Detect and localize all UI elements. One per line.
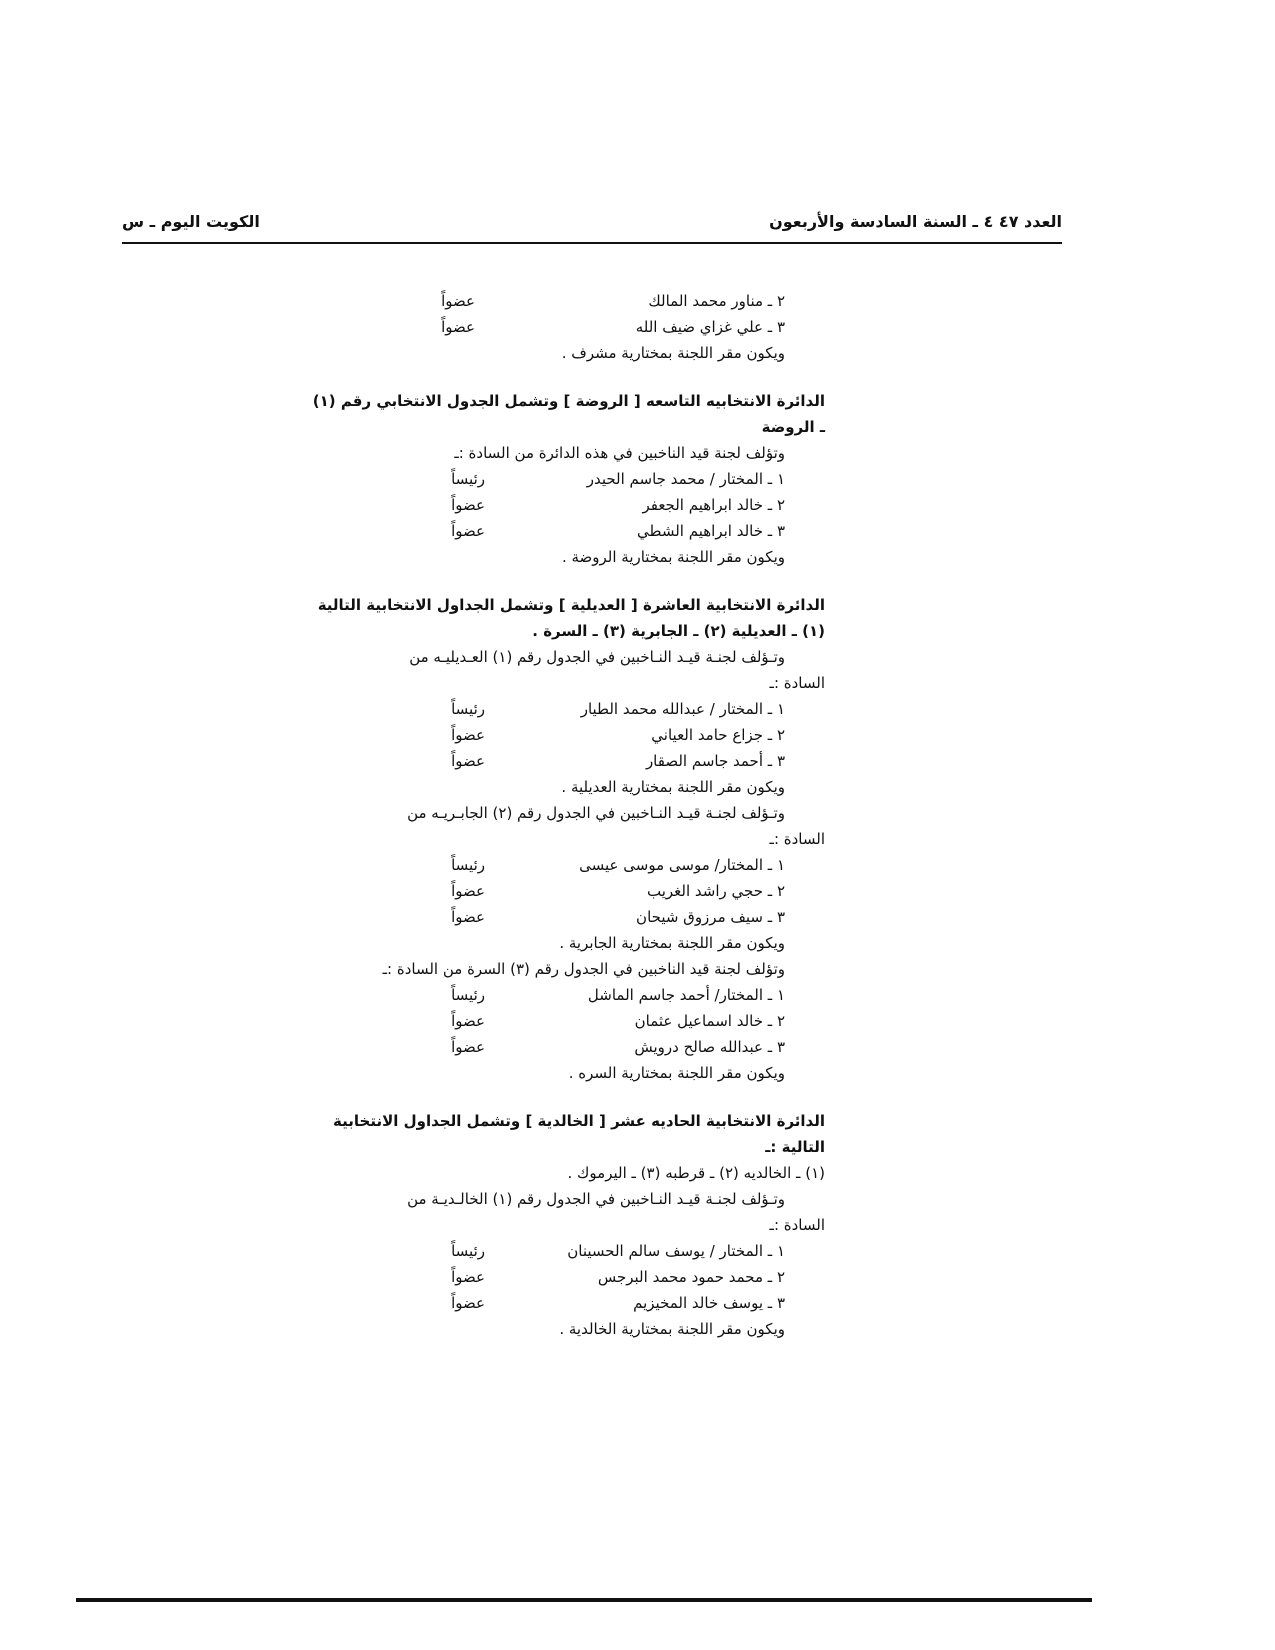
district-heading: الدائرة الانتخابية الحاديه عشر [ الخالدية ] وتشمل الجداول الانتخابية <box>333 1112 825 1130</box>
member-name: ٢ ـ حجي راشد الغريب <box>647 882 785 900</box>
member-row <box>345 852 825 878</box>
member-row <box>345 722 825 748</box>
member-name: ١ ـ المختار / يوسف سالم الحسينان <box>567 1242 785 1260</box>
member-row <box>345 696 825 722</box>
member-name: ٢ ـ خالد ابراهيم الجعفر <box>642 496 785 514</box>
member-name: ٣ ـ علي غزاي ضيف الله <box>635 318 785 336</box>
committee-seat: ويكون مقر اللجنة بمختارية السره . <box>568 1064 785 1082</box>
member-row <box>345 1264 825 1290</box>
member-role: عضواً <box>451 1038 485 1056</box>
running-header <box>122 212 1062 244</box>
committee-seat: ويكون مقر اللجنة بمختارية الجابرية . <box>559 934 785 952</box>
member-row <box>345 1008 825 1034</box>
member-role: عضواً <box>451 726 485 744</box>
member-role: عضواً <box>451 1012 485 1030</box>
issue-number: العدد ٤٧‏ ٤ ـ السنة السادسة والأربعون <box>769 212 1062 231</box>
committee-intro: وتـؤلف لجنـة قيـد النـاخبين في الجدول رقم (٢) الجابـريـه من <box>407 804 785 822</box>
member-role: عضواً <box>451 908 485 926</box>
member-name: ٣ ـ أحمد جاسم الصقار <box>645 752 785 770</box>
member-role: عضواً <box>441 292 475 310</box>
committee-intro: وتؤلف لجنة قيد الناخبين في الجدول رقم (٣) السرة من السادة :ـ <box>382 960 785 978</box>
member-row <box>345 288 825 314</box>
committee-intro-cont: السادة :ـ <box>769 1216 825 1234</box>
decree-body <box>312 288 825 1342</box>
member-role: رئيساً <box>451 470 485 488</box>
member-name: ٣ ـ سيف مرزوق شيحان <box>636 908 785 926</box>
member-name: ١ ـ المختار/ موسى موسى عيسى <box>579 856 785 874</box>
committee-seat: ويكون مقر اللجنة بمختارية العديلية . <box>561 778 785 796</box>
member-row <box>345 878 825 904</box>
member-row <box>345 518 825 544</box>
committee-seat: ويكون مقر اللجنة بمختارية الخالدية . <box>559 1320 785 1338</box>
member-row <box>345 982 825 1008</box>
member-name: ٣ ـ خالد ابراهيم الشطي <box>637 522 785 540</box>
member-row <box>345 1238 825 1264</box>
member-row <box>345 904 825 930</box>
member-name: ٢ ـ خالد اسماعيل عثمان <box>634 1012 785 1030</box>
member-name: ٣ ـ يوسف خالد المخيزيم <box>633 1294 785 1312</box>
member-name: ١ ـ المختار / عبدالله محمد الطيار <box>580 700 785 718</box>
member-row <box>345 492 825 518</box>
member-name: ٢ ـ محمد حمود محمد البرجس <box>597 1268 785 1286</box>
member-role: رئيساً <box>451 856 485 874</box>
member-role: عضواً <box>451 1268 485 1286</box>
member-row <box>345 314 825 340</box>
district-subheading: ـ الروضة <box>761 418 825 436</box>
member-role: عضواً <box>441 318 475 336</box>
member-role: عضواً <box>451 752 485 770</box>
member-row <box>345 748 825 774</box>
committee-seat: ويكون مقر اللجنة بمختارية الروضة . <box>561 548 785 566</box>
district-heading: الدائرة الانتخابيه التاسعه [ الروضة ] وتشمل الجدول الانتخابي رقم (١) <box>312 392 825 410</box>
committee-intro: وتـؤلف لجنـة قيـد النـاخبين في الجدول رقم (١) الخالـديـة من <box>407 1190 785 1208</box>
committee-intro-cont: السادة :ـ <box>769 674 825 692</box>
member-role: عضواً <box>451 522 485 540</box>
member-role: عضواً <box>451 496 485 514</box>
member-name: ١ ـ المختار/ أحمد جاسم الماشل <box>587 986 785 1004</box>
member-row <box>345 1034 825 1060</box>
district-subheading: (١) ـ العديلية (٢) ـ الجابرية (٣) ـ السرة . <box>532 622 825 640</box>
member-role: عضواً <box>451 1294 485 1312</box>
member-name: ٢ ـ جزاع حامد العياني <box>651 726 785 744</box>
member-name: ٢ ـ مناور محمد المالك <box>648 292 785 310</box>
member-name: ١ ـ المختار / محمد جاسم الحيدر <box>586 470 785 488</box>
district-subheading: (١) ـ الخالديه (٢) ـ قرطبه (٣) ـ اليرموك . <box>567 1164 825 1182</box>
committee-seat: ويكون مقر اللجنة بمختارية مشرف . <box>561 344 785 362</box>
member-role: رئيساً <box>451 986 485 1004</box>
member-role: رئيساً <box>451 1242 485 1260</box>
member-role: رئيساً <box>451 700 485 718</box>
committee-intro: وتؤلف لجنة قيد الناخبين في هذه الدائرة من السادة :ـ <box>454 444 785 462</box>
committee-intro: وتـؤلف لجنـة قيـد النـاخبين في الجدول رقم (١) العـديليـه من <box>409 648 785 666</box>
member-role: عضواً <box>451 882 485 900</box>
district-heading-cont: التالية :ـ <box>765 1138 825 1156</box>
member-row <box>345 466 825 492</box>
publication-title: الكويت اليوم ـ س <box>122 212 260 231</box>
member-row <box>345 1290 825 1316</box>
district-heading: الدائرة الانتخابية العاشرة [ العديلية ] وتشمل الجداول الانتخابية التالية <box>317 596 825 614</box>
member-name: ٣ ـ عبدالله صالح درويش <box>634 1038 785 1056</box>
footer-rule <box>76 1598 1092 1602</box>
committee-intro-cont: السادة :ـ <box>769 830 825 848</box>
